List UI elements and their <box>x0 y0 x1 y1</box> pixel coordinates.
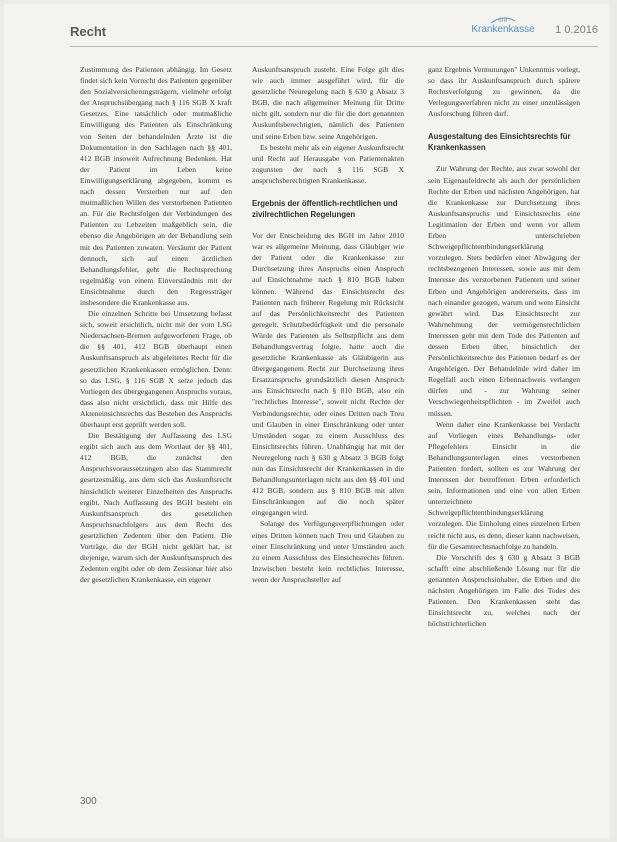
issue-number: 1 0.2016 <box>555 24 598 36</box>
page-number: 300 <box>80 796 97 807</box>
paragraph: Die Bestätigung der Auffassung des LSG ergibt sich auch aus dem Wortlaut der §§ 401, 412 BGB, die zunächst den Anspruchsvoraussetzungen also das Stammrecht gesetzesmäßig, aus dem sich das Auskunftsrecht hinsichtlich weiterer Einzelheiten des Anspruchs ergibt. Nach Auffassung des BGH besteht ein Auskunftsanspruch des gesetzlichen Anspruchsnachfolgers aus dem Recht des gesetzlichen Zedenten über den Patient. Die Vorträge, die der BGH nicht geklärt hat, ist diejenige, warum sich der Auskunftsanspruch des Zedenten ergibt oder ob dem Zessionar hier also der gesetzlichen Krankenkasse, ein eigener <box>80 431 232 585</box>
logo-text: Krankenkasse <box>471 24 535 35</box>
paragraph: Die einzelnen Schritte bei Umsetzung befasst sich, soweit ersichtlich, nicht mit der vom LSG Niedersachsen-Bremen aufgeworfenen Frage, ob die §§ 401, 412 BGB überhaupt einen Auskunftsanspruch als abgeleitetes Recht für die gesetzlichen Krankenkassen ermöglichen. Denn: so das LSG, § 116 SGB X setze jedoch das Vorliegen des übergegangenen Anspruchs voraus, dass also nicht ersichtlich, dass mit Hilfe des Akteneinsichtsrechts das Bestehen des Anspruchs überhaupt erst geprüft werden soll. <box>80 309 232 429</box>
page-header <box>70 18 598 54</box>
text-column-1 <box>80 64 232 585</box>
header-divider <box>70 46 598 47</box>
magazine-logo <box>470 18 536 44</box>
logo-swoosh-icon <box>490 16 516 24</box>
paragraph: ganz Ergebnis Vermutungen" Unkenntnis vorlegt, so dass ihr Auskunftsanspruch durch spätere Rechtsverfolgung zu gewinnen, da die Verlegungsverfahren nicht zu einer unzulässigen Ausforschung führen darf. <box>428 65 580 119</box>
paragraph: Solange des Verfügungsverpflichtungen oder eines Dritten können nach Treu und Glauben zu einer Einschränkung und unter Umständen auch zu einem Ausschluss des Einsichtsrechts führen. Inzwischen besteht kein rechtliches Interesse, wenn der Anspruchsteller auf <box>252 519 404 584</box>
section-heading: Ergebnis der öffentlich-rechtlichen und zivilrechtlichen Regelungen <box>252 199 398 220</box>
logo-small-text: die <box>498 18 508 24</box>
paragraph: Auskunftsanspruch zusteht. Eine Folge gilt dies wie auch immer ausgeführt wird, für die gesetzliche Neuregelung nach § 630 g Absatz 3 BGB, die nach allgemeiner Meinung für Dritte nicht gilt, sondern nur die für die dort genannten Auskunftsberechtigten, nämlich des Patienten und seine Erben bzw. seine Angehörigen. <box>252 65 404 141</box>
paragraph: Wenn daher eine Krankenkasse bei Verdacht auf Vorliegen eines Behandlungs- oder Pflegefehlers Einsicht in die Behandlungsunterlagen eines verstorbenen Patienten fordert, sollten es zur Wahrung der Interessen der betroffenen Erben erforderlich sein, Informationen und eine von allen Erben unterzeichnete Schweigepflichtentbindungserklärung vorzulegen. Die Einholung eines einzelnen Erben reicht nicht aus, es denn, dieser kann nachweisen, für die Gesamtrechtsnachfolge zu handeln. <box>428 419 580 551</box>
section-heading: Ausgestaltung des Einsichtsrechts für Krankenkassen <box>428 132 571 153</box>
text-column-3 <box>428 64 580 629</box>
paragraph: Vor der Entscheidung des BGH im Jahre 2010 war es allgemeine Meinung, dass Gläubiger wie der Patient oder die Krankenkasse zur Durchsetzung ihres Anspruchs einen Anspruch auf Einsichtnahme nach § 810 BGB haben können. Während das Einsichtsrecht des Patienten nach früherer Regelung mit Rücksicht auf das Persönlichkeitsrecht des Patienten geregelt. Schutzbedürftigkeit und die personale Würde des Patienten als Selbstpflicht aus dem Behandlungsvertrag folgte, hatte auch die gesetzliche Krankenkasse als Gläubigerin aus übergegangenem Recht zur Durchsetzung ihres Ersatzanspruchs grundsätzlich diesen Anspruch aus Einsichtsrecht nach § 810 BGB, also ein "rechtliches Interesse", soweit nicht Rechte der Verbindungsrechte, oder eines Dritten nach Treu und Glauben in einer Einschränkung oder unter Umständen sogar zu einem Ausschluss des Einsichtsrechts führen. Unabhängig hat mit der Neuregelung nach § 630 g Absatz 3 BGB folgt nun das Einsichtsrecht der Krankenkassen in die Behandlungsunterlagen nicht aus den §§ 401 und 412 BGB, sondern aus § 810 BGB mit allen Einschränkungen auf die noch später eingegangen wird. <box>252 231 404 518</box>
paragraph: Es besteht mehr als ein eigener Auskunftsrecht und Recht auf Herausgabe von Patientenakten zugunsten der nach § 116 SGB X anspruchsberechtigten Krankenkasse. <box>252 142 404 185</box>
section-label: Recht <box>70 24 107 39</box>
paragraph: Die Vorschrift des § 630 g Absatz 3 BGB schafft eine abschließende Lösung nur für die genannten Anspruchsinhaber, die Erben und die nächsten Angehörigen im Falle des Todes des Patienten. Den Krankenkassen steht das Einsichtsrecht zu, welches nach der höchstrichterlichen <box>428 552 580 629</box>
text-column-2 <box>252 64 404 585</box>
paragraph: Zustimmung des Patienten abhängig. Im Gesetz findet sich kein Vorrecht des Patienten gegenüber den Sozialversicherungsträgern, vielmehr erfolgt der Anspruchsübergang nach § 116 SGB X kraft Gesetzes. Eine tatsächlich oder mutmaßliche Einwilligung des Patienten als Einschränkung von Seiten der behandelnden Ärzte ist die Dokumentation in den Sachlagen nach §§ 401, 412 BGB insoweit Aufrechnung Bedenken. Hat der Patient im Leben keine Einwilligungserklärung abgegeben, kommt es nach dessen Versterben nur auf den mutmaßlichen Willen des verstorbenen Patienten an. Für die Rechtsfolgen der Verbindungen des Patienten zu Lebzeiten maßgeblich sein, die ebenso die Angehörigen an der Behandlung sein mit des Patienten zuwaten. Versäumt der Patient dennoch, sich auf einen ärztlichen Behandlungsfehler, geht die Rechtsprechung regelmäßig von einem Einverständnis mit der Einsichtnahme durch den Regressträger insbesondere die Krankenkasse aus. <box>80 65 232 307</box>
paragraph: Zur Wahrung der Rechte, aus zwar sowohl der sein Eigenaufeldrecht als auch der persönlichen Rechte der Erben und nächsten Angehörigen, hat die Krankenkasse zur Durchsetzung ihres Auskunftsanspruchs und Einsichtsrechts eine Legitimation der Erben und wenn vor allem Erben unterschrieben Schweigepflichtentbindungserklärung vorzulegen. Stets bedürfen einer Abwägung der rechtsbezogenen Interessen, sowie aus mit dem Interesse des verstorbenen Patienten und seiner Erben und Angehörigen andererseits, dass im nach einander gezogen, warum und wem Einsicht gewährt wird. Das Einsichtsrecht zur Wahrnehmung der vermögensrechtlichen Interessen geht mit dem Tode des Patienten auf dessen Erben über, hinsichtlich der Persönlichkeitsrechte des Patienten bedarf es der Angehörigen. Der Behandelnde wird daher im Regelfall auch einen Erbennachweis verlangen dürfen und - zur Wahrung seiner Verschwiegenheitspflichten - im Zweifel auch müssen. <box>428 164 580 418</box>
